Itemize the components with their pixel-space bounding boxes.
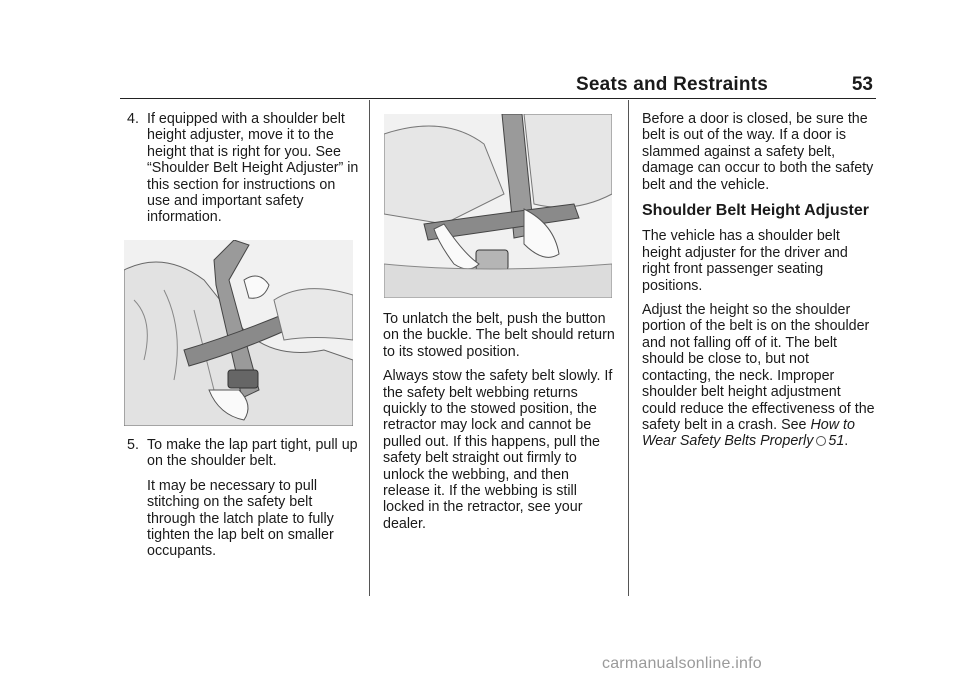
step-4-text: If equipped with a shoulder belt height adjuster, move it to the height that is right for you. See “Shoulder Belt Height Adjuster” in this section for instructions on use and important safety information.: [147, 111, 359, 226]
adjust-height-end: .: [844, 433, 849, 450]
column-1: [127, 111, 361, 234]
door-paragraph: Before a door is closed, be sure the belt is out of the way. If a door is slammed against a safety belt, damage can occur to both the safety belt and the vehicle.: [642, 111, 874, 193]
header-rule: [120, 98, 876, 99]
cross-reference-icon: [816, 436, 826, 446]
page-number: 53: [851, 74, 873, 95]
xref-link[interactable]: How to Wear Safety Belts Properly: [642, 416, 855, 450]
column-3: [642, 111, 878, 458]
column-1-lower: [127, 437, 361, 568]
watermark: carmanualsonline.info: [602, 655, 762, 672]
buckle-release-illustration: [384, 114, 612, 298]
unlatch-paragraph: To unlatch the belt, push the button on the buckle. The belt should return to its stowed position.: [383, 311, 615, 360]
step-4: [127, 111, 361, 226]
section-title: Seats and Restraints: [576, 74, 768, 95]
step-5: [127, 437, 361, 560]
stow-paragraph: Always stow the safety belt slowly. If the safety belt webbing returns quickly to the stowed position, the retractor may lock and cannot be pulled out. If this happens, pull the safety belt straight out firmly to unlock the webbing, and then release it. If the webbing is still locked in the retractor, see your dealer.: [383, 368, 613, 532]
column-divider-1: [369, 100, 370, 596]
adjust-height-paragraph: [642, 302, 878, 450]
xref-page[interactable]: 51: [828, 433, 845, 450]
section-heading: Shoulder Belt Height Adjuster: [642, 202, 869, 220]
step-5-note: It may be necessary to pull stitching on the safety belt through the latch plate to fully tighten the lap belt on smaller occupants.: [147, 477, 334, 560]
step-4-number: 4.: [127, 111, 139, 127]
step-5-number: 5.: [127, 437, 139, 453]
adjust-height-text: Adjust the height so the shoulder portion of the belt is on the shoulder and not falling off of it. The belt should be close to, but not contacting, the neck. Improper shoulder belt height adjustment could reduce the effectiveness of the safety belt in a crash. See: [642, 302, 875, 433]
column-divider-2: [628, 100, 629, 596]
adjuster-intro-paragraph: The vehicle has a shoulder belt height adjuster for the driver and right front passenger seating positions.: [642, 228, 848, 294]
step-5-text: To make the lap part tight, pull up on the shoulder belt.: [147, 437, 358, 470]
shoulder-belt-lap-illustration: [124, 240, 353, 426]
column-2: [383, 311, 615, 540]
page-header: [0, 0, 960, 100]
